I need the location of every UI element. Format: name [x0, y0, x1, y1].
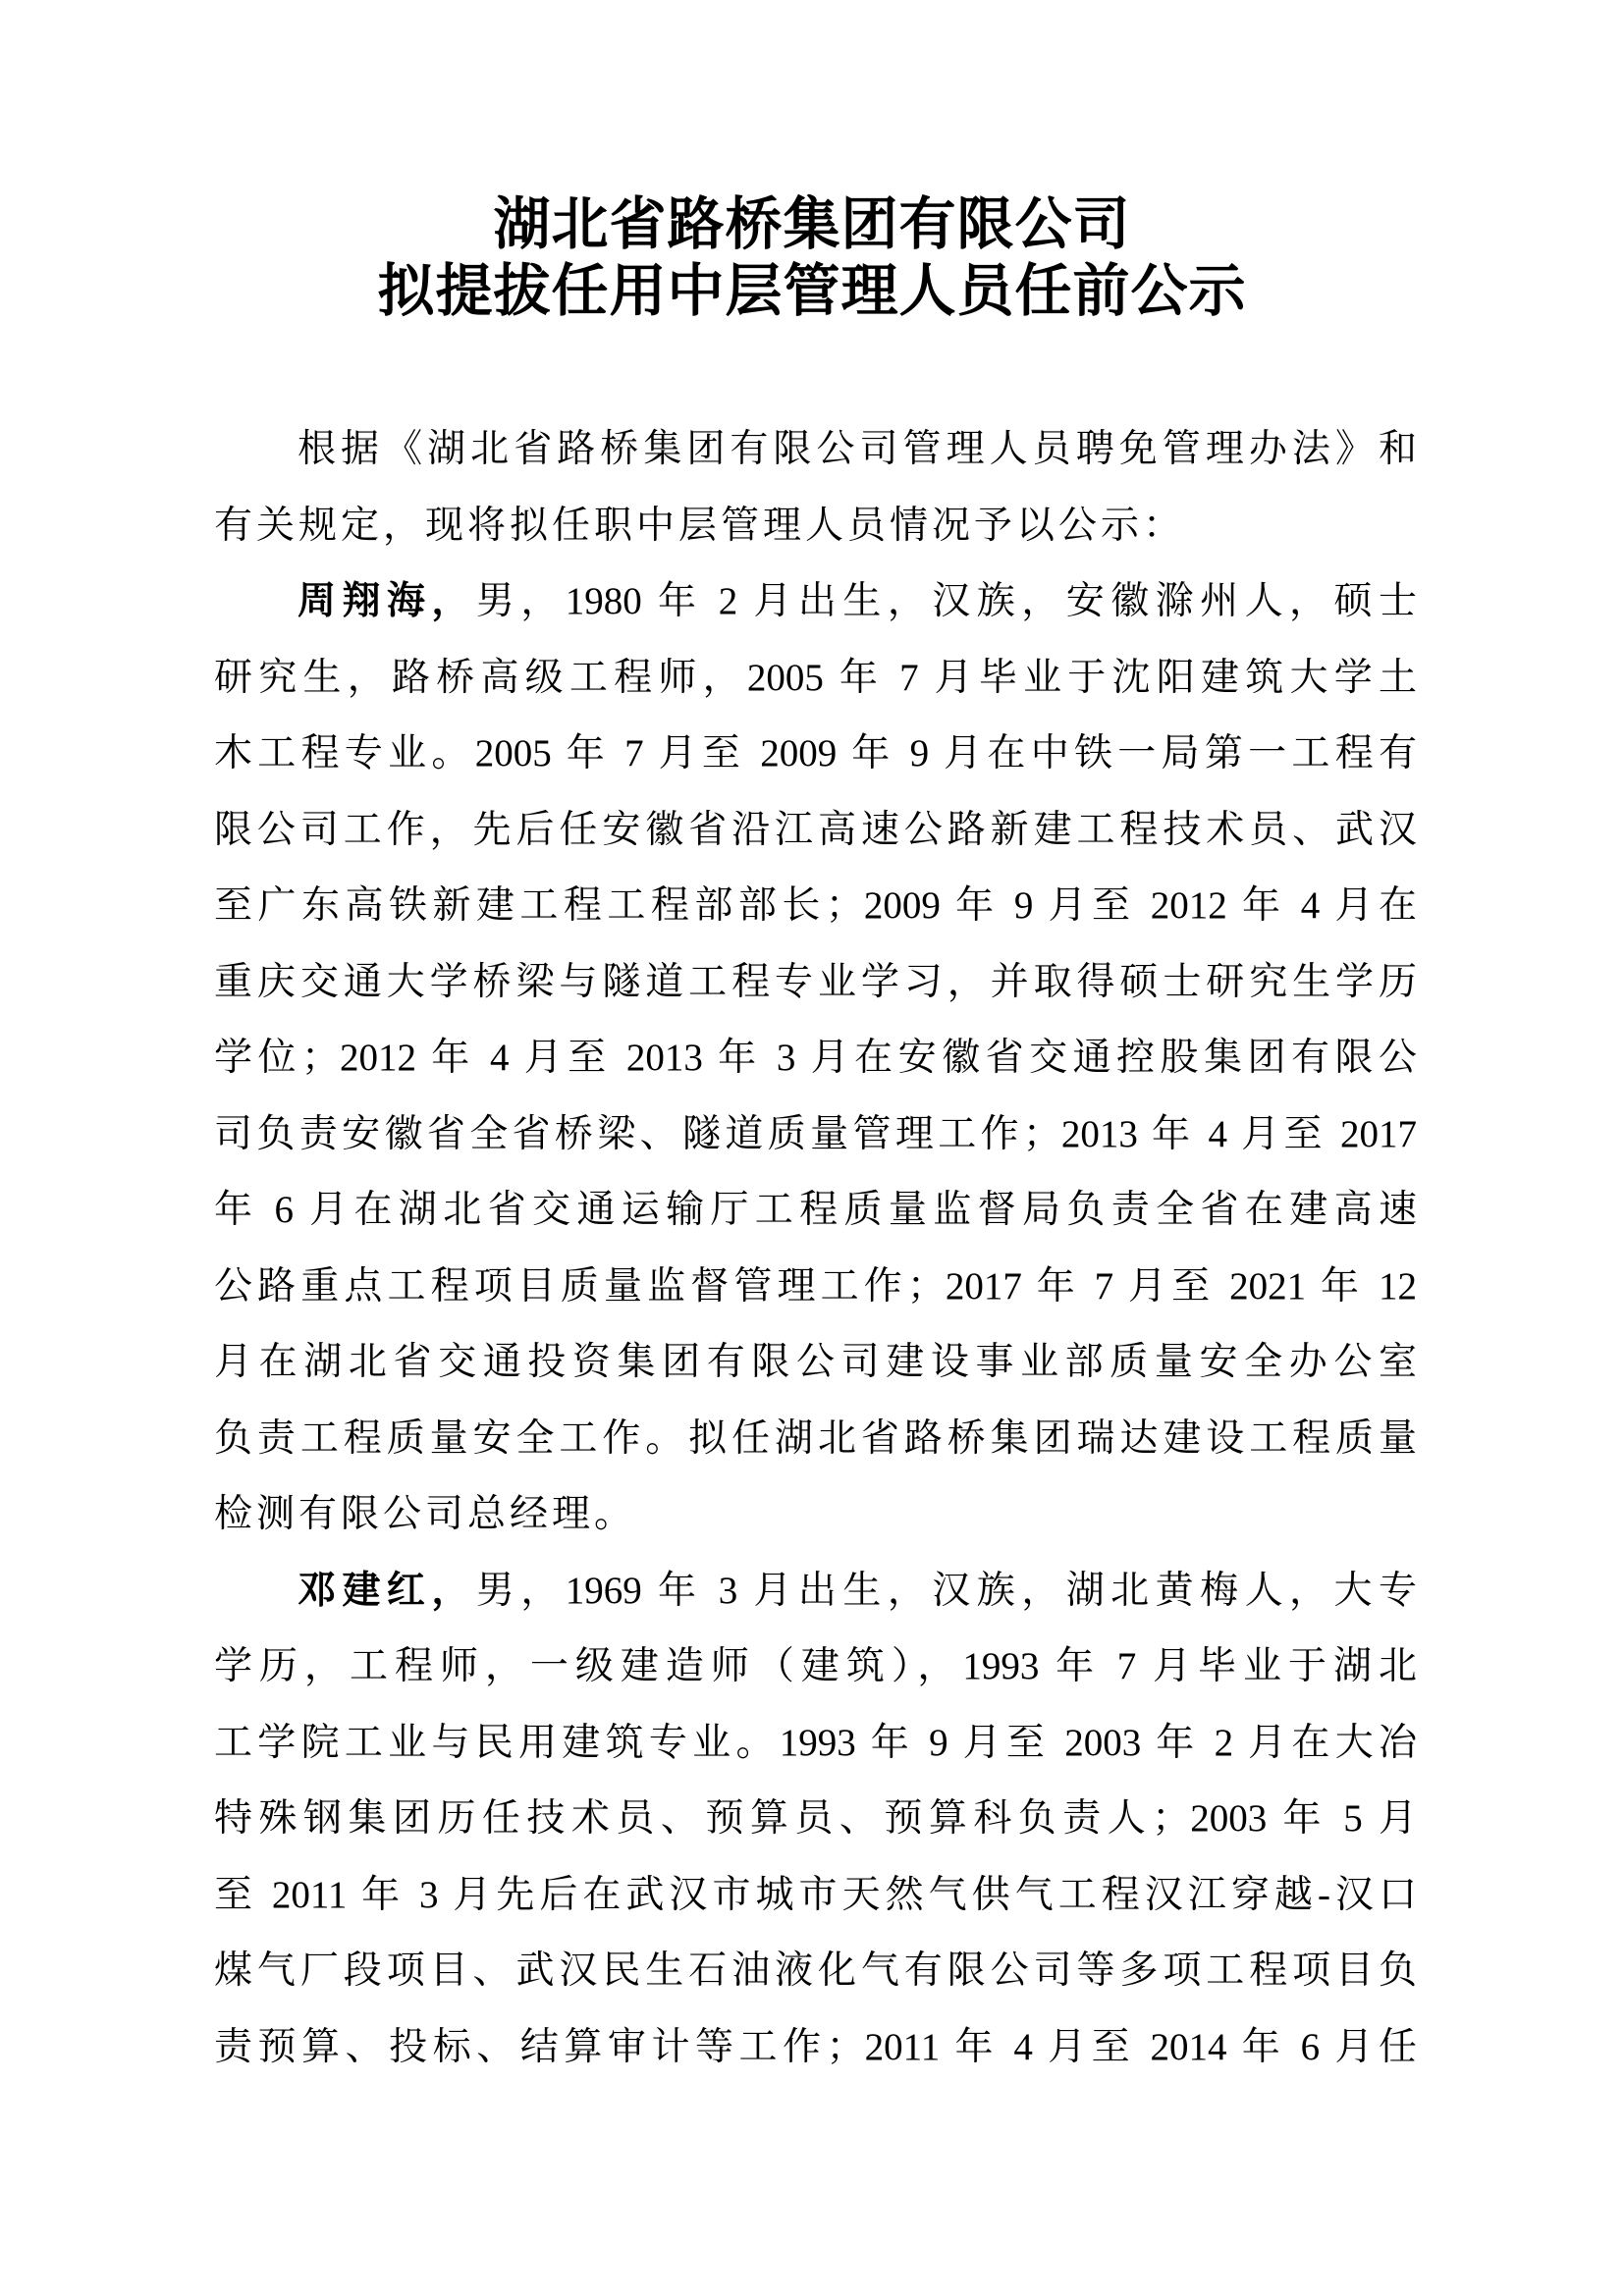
- line-text: 根据《湖北省路桥集团有限公司管理人员聘免管理办法》和: [298, 428, 1417, 470]
- text-line-deng-jianhong-4: [214, 1781, 1417, 1857]
- person-name-deng-jianhong: 邓建红，: [298, 1569, 476, 1612]
- line-text: 重庆交通大学桥梁与隧道工程专业学习，并取得硕士研究生学历: [214, 960, 1417, 1003]
- line-text: 研究生，路桥高级工程师，2005 年 7 月毕业于沈阳建筑大学土: [214, 656, 1417, 699]
- document-title: [0, 191, 1624, 325]
- text-line-deng-jianhong-7: [214, 2009, 1417, 2086]
- text-line-deng-jianhong-2: [214, 1629, 1417, 1705]
- text-line-intro-1: [214, 411, 1417, 488]
- text-line-zhou-xianghai-7: [214, 1020, 1417, 1096]
- text-line-deng-jianhong-5: [214, 1857, 1417, 1934]
- line-text: 木工程专业。2005 年 7 月至 2009 年 9 月在中铁一局第一工程有: [214, 732, 1417, 774]
- text-line-zhou-xianghai-12: [214, 1401, 1417, 1477]
- line-text: 煤气厂段项目、武汉民生石油液化气有限公司等多项工程项目负: [214, 1949, 1417, 1992]
- line-text: 限公司工作，先后任安徽省沿江高速公路新建工程技术员、武汉: [214, 808, 1417, 851]
- text-line-zhou-xianghai-4: [214, 792, 1417, 869]
- line-text: 公路重点工程项目质量监督管理工作；2017 年 7 月至 2021 年 12: [214, 1264, 1417, 1308]
- text-line-zhou-xianghai-5: [214, 868, 1417, 944]
- line-text: 学位；2012 年 4 月至 2013 年 3 月在安徽省交通控股集团有限公: [214, 1037, 1417, 1079]
- text-line-deng-jianhong-1: [214, 1553, 1417, 1629]
- line-text: 男，1969 年 3 月出生，汉族，湖北黄梅人，大专: [475, 1569, 1417, 1612]
- line-text: 男，1980 年 2 月出生，汉族，安徽滁州人，硕士: [475, 580, 1417, 622]
- text-line-zhou-xianghai-9: [214, 1172, 1417, 1249]
- line-text: 至广东高铁新建工程工程部部长；2009 年 9 月至 2012 年 4 月在: [214, 884, 1417, 927]
- line-text: 检测有限公司总经理。: [214, 1493, 637, 1535]
- text-line-deng-jianhong-3: [214, 1705, 1417, 1782]
- text-line-zhou-xianghai-2: [214, 640, 1417, 717]
- line-text: 特殊钢集团历任技术员、预算员、预算科负责人；2003 年 5 月: [214, 1797, 1417, 1840]
- document-title-line-2: 拟提拔任用中层管理人员任前公示: [377, 259, 1247, 323]
- line-text: 负责工程质量安全工作。拟任湖北省路桥集团瑞达建设工程质量: [214, 1416, 1417, 1460]
- line-text: 至 2011 年 3 月先后在武汉市城市天然气供气工程汉江穿越-汉口: [214, 1873, 1417, 1916]
- text-line-zhou-xianghai-1: [214, 563, 1417, 640]
- text-line-deng-jianhong-6: [214, 1933, 1417, 2009]
- text-line-intro-2: [214, 488, 1417, 564]
- text-line-zhou-xianghai-10: [214, 1249, 1417, 1325]
- line-text: 年 6 月在湖北省交通运输厅工程质量监督局负责全省在建高速: [214, 1189, 1417, 1231]
- line-text: 月在湖北省交通投资集团有限公司建设事业部质量安全办公室: [214, 1341, 1417, 1383]
- text-line-zhou-xianghai-6: [214, 944, 1417, 1021]
- text-line-zhou-xianghai-8: [214, 1096, 1417, 1173]
- line-text: 工学院工业与民用建筑专业。1993 年 9 月至 2003 年 2 月在大冶: [214, 1721, 1417, 1764]
- line-text: 有关规定，现将拟任职中层管理人员情况予以公示：: [214, 504, 1186, 547]
- line-text: 学历，工程师，一级建造师（建筑），1993 年 7 月毕业于湖北: [214, 1645, 1417, 1687]
- line-text: 司负责安徽省全省桥梁、隧道质量管理工作；2013 年 4 月至 2017: [214, 1112, 1417, 1155]
- line-text: 责预算、投标、结算审计等工作；2011 年 4 月至 2014 年 6 月任: [214, 2025, 1417, 2068]
- document-title-line-1: 湖北省路桥集团有限公司: [493, 192, 1131, 256]
- document-body: [214, 411, 1417, 2085]
- text-line-zhou-xianghai-11: [214, 1324, 1417, 1401]
- text-line-zhou-xianghai-3: [214, 716, 1417, 792]
- text-line-zhou-xianghai-13: [214, 1476, 1417, 1553]
- person-name-zhou-xianghai: 周翔海，: [298, 580, 476, 622]
